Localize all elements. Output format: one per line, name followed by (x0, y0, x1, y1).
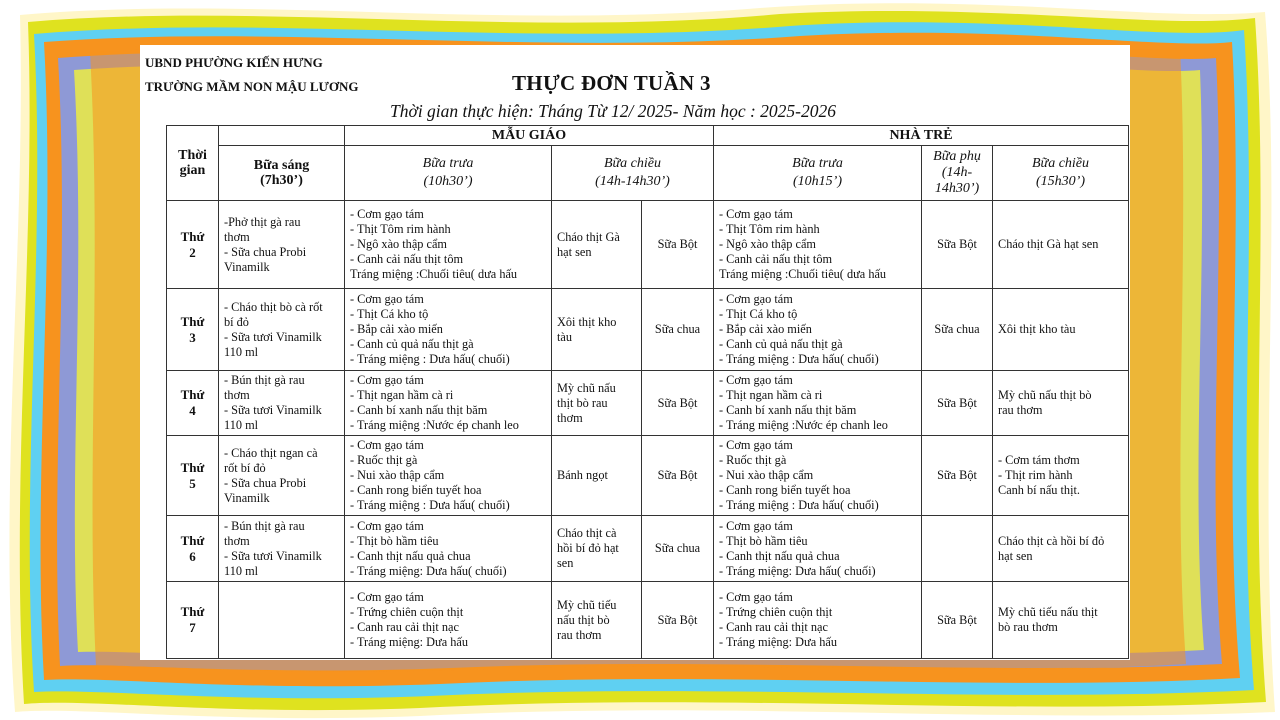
cell-line: - Tráng miệng: Dưa hấu( chuối) (719, 563, 876, 578)
cell-line: hạt sen (557, 244, 592, 259)
cell-line: - Canh cải nấu thịt tôm (350, 252, 464, 266)
cell-line: - Canh thịt nấu quả chua (350, 548, 471, 563)
cell-line: - Ngô xào thập cẩm (719, 237, 816, 251)
cell-line: tàu (557, 329, 573, 344)
cell-line: - Thịt Cá kho tộ (350, 307, 429, 321)
cell-line: 3 (189, 329, 196, 345)
nt-afternoon-cell (993, 436, 1129, 516)
cell-line: Sữa Bột (937, 237, 977, 251)
table-row (167, 289, 1129, 371)
cell-line: bí đỏ (224, 314, 249, 329)
nt-snack-cell (922, 516, 993, 582)
cell-line: Sữa Bột (657, 395, 698, 410)
cell-line: - Sữa tươi Vinamilk (224, 548, 322, 563)
cell-line: - Trứng chiên cuộn thịt (350, 605, 464, 619)
cell-line: Sữa chua (654, 322, 701, 336)
cell-line: Xôi thịt kho tàu (998, 322, 1076, 336)
cell-line: - Thịt Cá kho tộ (719, 307, 798, 321)
menu-body (167, 201, 1129, 659)
cell-line: sen (557, 556, 574, 570)
cell-line: thơm (224, 533, 250, 548)
cell-line: - Cơm gạo tám (719, 590, 793, 604)
cell-line: thơm (557, 410, 583, 425)
breakfast-cell (219, 289, 345, 371)
cell-line: Sữa chua (654, 541, 701, 555)
header-mg-afternoon: Bữa chiều (14h-14h30’) (552, 146, 714, 201)
table-row (167, 371, 1129, 436)
cell-line: Mỳ chũ tiếu nấu thịt (998, 605, 1098, 619)
page-subtitle: Thời gian thực hiện: Tháng Từ 12/ 2025- Năm học : 2025-2026 (390, 101, 836, 121)
cell-line: Thứ (180, 228, 205, 244)
cell-line: Thứ (180, 313, 205, 329)
nt-lunch-cell (714, 201, 922, 289)
cell-line: rốt bí đỏ (224, 460, 266, 475)
cell-line: - Thịt bò hầm tiêu (350, 533, 439, 548)
header-nt-snack: Bữa phụ (14h- 14h30’) (922, 146, 993, 201)
mg-afternoon-dish-cell (552, 289, 642, 371)
cell-line: - Thịt rim hành (998, 468, 1073, 482)
cell-line: - Canh thịt nấu quả chua (719, 548, 840, 563)
nt-lunch-cell (714, 371, 922, 436)
cell-line: Mỳ chũ tiếu (557, 597, 617, 612)
mg-lunch-cell (345, 289, 552, 371)
cell-line: - Canh rau cải thịt nạc (350, 620, 459, 634)
cell-line: - Bắp cải xào miến (719, 322, 812, 336)
cell-line: Thứ (180, 532, 205, 548)
cell-line: - Cơm gạo tám (350, 438, 424, 452)
cell-line: Sữa Bột (657, 612, 698, 627)
mg-afternoon-dish-cell (552, 582, 642, 659)
cell-line: -Phở thịt gà rau (224, 214, 301, 229)
nt-afternoon-cell (993, 582, 1129, 659)
nt-snack-cell (922, 371, 993, 436)
mg-lunch-cell (345, 516, 552, 582)
nt-snack-cell (922, 201, 993, 289)
weekly-menu-table (166, 125, 1129, 659)
cell-line: 5 (189, 475, 196, 491)
cell-line: - Sữa tươi Vinamilk (224, 403, 322, 417)
cell-line: 110 ml (224, 344, 259, 359)
cell-line: - Canh củ quả nấu thịt gà (350, 337, 474, 351)
breakfast-cell (219, 516, 345, 582)
cell-line: - Thịt ngan hầm cà ri (350, 388, 454, 402)
day-cell (167, 582, 219, 659)
cell-line: thịt bò rau (557, 395, 608, 410)
cell-line: - Bún thịt gà rau (224, 518, 305, 533)
cell-line: - Tráng miệng :Nước ép chanh leo (350, 418, 519, 432)
cell-line: Sữa Bột (657, 237, 698, 251)
cell-line: - Cơm gạo tám (350, 373, 424, 387)
cell-line: - Nui xào thập cẩm (350, 468, 445, 482)
nt-afternoon-cell (993, 201, 1129, 289)
cell-line: 110 ml (224, 563, 259, 578)
cell-line: - Cơm gạo tám (719, 292, 793, 306)
cell-line: Cháo thịt cà hồi bí đỏ (998, 533, 1105, 548)
cell-line: Xôi thịt kho (557, 314, 617, 329)
cell-line: - Canh bí xanh nấu thịt băm (350, 403, 488, 417)
cell-line: - Ruốc thịt gà (719, 453, 787, 467)
cell-line: - Tráng miệng :Nước ép chanh leo (719, 418, 888, 432)
cell-line: - Bún thịt gà rau (224, 373, 305, 387)
cell-line: Tráng miệng :Chuối tiêu( dưa hấu (719, 267, 887, 281)
cell-line: thơm (224, 388, 250, 402)
cell-line: - Tráng miệng : Dưa hấu( chuối) (350, 498, 510, 512)
cell-line: Mỳ chũ nấu (557, 380, 616, 395)
cell-line: - Nui xào thập cẩm (719, 468, 814, 482)
table-row (167, 516, 1129, 582)
mg-afternoon-milk-cell (642, 289, 714, 371)
cell-line: Thứ (180, 387, 205, 402)
mg-afternoon-dish-cell (552, 516, 642, 582)
cell-line: - Canh cải nấu thịt tôm (719, 252, 833, 266)
cell-line: - Cơm gạo tám (719, 438, 793, 452)
cell-line: 4 (189, 403, 196, 418)
mg-afternoon-dish-cell (552, 371, 642, 436)
cell-line: - Sữa chua Probi (224, 475, 307, 490)
cell-line: - Canh rong biển tuyết hoa (350, 483, 482, 497)
nt-afternoon-cell (993, 289, 1129, 371)
cell-line: - Ruốc thịt gà (350, 453, 418, 467)
cell-line: - Thịt ngan hầm cà ri (719, 388, 823, 402)
cell-line: - Thịt bò hầm tiêu (719, 533, 808, 548)
mg-afternoon-milk-cell (642, 201, 714, 289)
school-name: TRƯỜNG MẦM NON MẬU LƯƠNG (145, 79, 359, 94)
cell-line: hạt sen (998, 548, 1033, 563)
mg-afternoon-milk-cell (642, 582, 714, 659)
mg-lunch-cell (345, 201, 552, 289)
cell-line: - Canh củ quả nấu thịt gà (719, 337, 843, 351)
nt-lunch-cell (714, 436, 922, 516)
cell-line: - Canh rau cải thịt nạc (719, 620, 828, 634)
cell-line: hồi bí đỏ hạt (557, 541, 619, 555)
page-title: THỰC ĐƠN TUẦN 3 (512, 71, 711, 95)
cell-line: - Sữa tươi Vinamilk (224, 329, 322, 344)
mg-afternoon-milk-cell (642, 371, 714, 436)
mg-lunch-cell (345, 582, 552, 659)
cell-line: Thứ (180, 459, 205, 475)
mg-lunch-cell (345, 371, 552, 436)
nt-lunch-cell (714, 582, 922, 659)
org-name: UBND PHƯỜNG KIẾN HƯNG (145, 55, 323, 70)
cell-line: - Thịt Tôm rim hành (350, 222, 451, 236)
day-cell (167, 201, 219, 289)
cell-line: Bánh ngọt (557, 468, 608, 482)
header-mg-lunch: Bữa trưa (10h30’) (345, 146, 552, 201)
cell-line: Canh bí nấu thịt. (998, 483, 1080, 497)
cell-line: nấu thịt bò (557, 612, 610, 627)
cell-line: - Canh rong biển tuyết hoa (719, 483, 851, 497)
cell-line: 110 ml (224, 418, 259, 432)
day-cell (167, 436, 219, 516)
cell-line: Tráng miệng :Chuối tiêu( dưa hấu (350, 267, 518, 281)
mg-afternoon-dish-cell (552, 436, 642, 516)
cell-line: Sữa Bột (657, 468, 698, 482)
cell-line: 2 (189, 244, 196, 260)
cell-line: 7 (189, 620, 196, 635)
nt-snack-cell (922, 289, 993, 371)
mg-afternoon-dish-cell (552, 201, 642, 289)
cell-line: - Thịt Tôm rim hành (719, 222, 820, 236)
breakfast-cell (219, 436, 345, 516)
day-cell (167, 371, 219, 436)
cell-line: Sữa Bột (937, 612, 977, 627)
cell-line: - Cơm tám thơm (998, 453, 1080, 467)
cell-line: - Ngô xào thập cẩm (350, 237, 447, 251)
nt-lunch-cell (714, 289, 922, 371)
table-row (167, 201, 1129, 289)
nt-afternoon-cell (993, 371, 1129, 436)
cell-line: - Tráng miệng : Dưa hấu( chuối) (719, 498, 879, 512)
cell-line: - Sữa chua Probi (224, 244, 307, 259)
nt-snack-cell (922, 582, 993, 659)
nt-snack-cell (922, 436, 993, 516)
header-nt-afternoon: Bữa chiều (15h30’) (993, 146, 1129, 201)
cell-line: - Cơm gạo tám (350, 518, 424, 533)
nt-lunch-cell (714, 516, 922, 582)
table-row (167, 436, 1129, 516)
mg-afternoon-milk-cell (642, 436, 714, 516)
cell-line: - Canh bí xanh nấu thịt băm (719, 403, 857, 417)
cell-line: Sữa Bột (937, 468, 977, 482)
nt-afternoon-cell (993, 516, 1129, 582)
cell-line: 6 (189, 548, 196, 564)
group-header-mau-giao: MẪU GIÁO (345, 126, 714, 146)
cell-line: Vinamilk (224, 490, 270, 505)
cell-line: - Tráng miệng : Dưa hấu( chuối) (350, 352, 510, 366)
day-cell (167, 516, 219, 582)
cell-line: Cháo thịt Gà (557, 229, 620, 244)
cell-line: - Cháo thịt ngan cà (224, 445, 318, 460)
cell-line: - Cơm gạo tám (350, 590, 424, 604)
header-time: Thời gian (167, 126, 219, 201)
breakfast-cell (219, 582, 345, 659)
cell-line: - Cơm gạo tám (719, 518, 793, 533)
cell-line: Sữa chua (934, 322, 980, 336)
cell-line: - Cháo thịt bò cà rốt (224, 299, 323, 314)
cell-line: thơm (224, 229, 250, 244)
header-blank (219, 126, 345, 146)
cell-line: rau thơm (998, 403, 1043, 417)
header-breakfast: Bữa sáng (7h30’) (219, 146, 345, 201)
cell-line: Sữa Bột (937, 395, 977, 410)
cell-line: - Bắp cải xào miến (350, 322, 443, 336)
mg-afternoon-milk-cell (642, 516, 714, 582)
cell-line: - Cơm gạo tám (719, 207, 793, 221)
cell-line: Vinamilk (224, 259, 270, 274)
breakfast-cell (219, 371, 345, 436)
cell-line: - Tráng miệng: Dưa hấu (350, 635, 469, 649)
cell-line: Cháo thịt Gà hạt sen (998, 237, 1099, 251)
table-row (167, 582, 1129, 659)
cell-line: - Trứng chiên cuộn thịt (719, 605, 833, 619)
group-header-nha-tre: NHÀ TRẺ (714, 126, 1129, 146)
breakfast-cell (219, 201, 345, 289)
cell-line: - Tráng miệng: Dưa hấu( chuối) (350, 563, 507, 578)
cell-line: - Tráng miệng : Dưa hấu( chuối) (719, 352, 879, 366)
cell-line: - Cơm gạo tám (719, 373, 793, 387)
cell-line: - Cơm gạo tám (350, 292, 424, 306)
cell-line: - Tráng miệng: Dưa hấu (719, 635, 838, 649)
day-cell (167, 289, 219, 371)
cell-line: bò rau thơm (998, 620, 1058, 634)
cell-line: Thứ (180, 604, 205, 619)
cell-line: Mỳ chũ nấu thịt bò (998, 388, 1092, 402)
mg-lunch-cell (345, 436, 552, 516)
header-nt-lunch: Bữa trưa (10h15’) (714, 146, 922, 201)
cell-line: Cháo thịt cà (557, 526, 617, 540)
cell-line: - Cơm gạo tám (350, 207, 424, 221)
cell-line: rau thơm (557, 627, 602, 642)
